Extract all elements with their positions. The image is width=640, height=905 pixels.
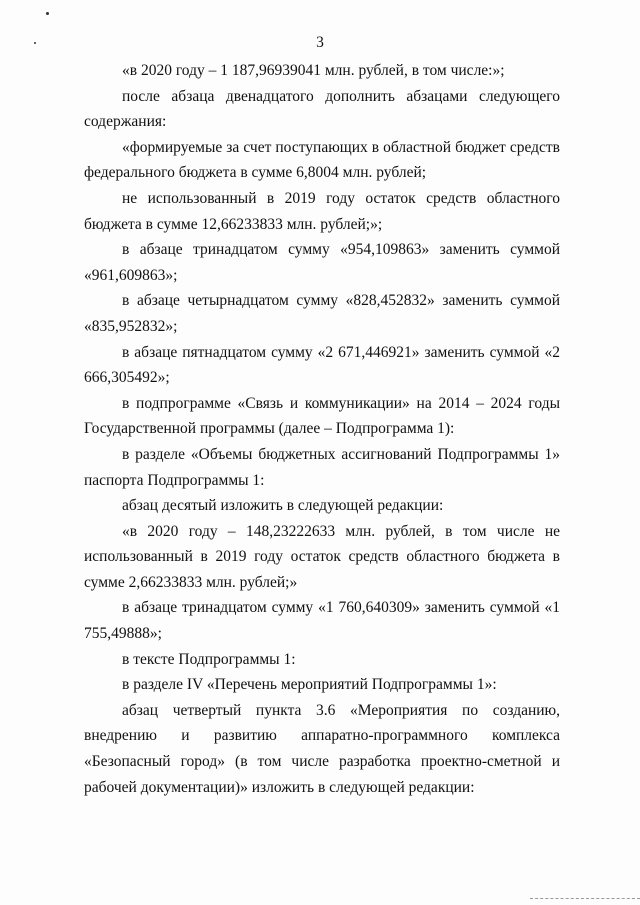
page-number: 3	[316, 34, 324, 51]
paragraph: в разделе «Объемы бюджетных ассигнований Подпрограммы 1» паспорта Подпрограммы 1:	[84, 445, 560, 489]
scan-edge-mark	[530, 898, 640, 899]
paragraph: абзац десятый изложить в следующей редакции:	[122, 497, 444, 515]
paragraph: в абзаце четырнадцатом сумму «828,452832» заменить суммой «835,952832»;	[84, 292, 560, 335]
paragraph: в абзаце пятнадцатом сумму «2 671,446921» заменить суммой «2 666,305492»;	[84, 343, 560, 387]
document-body	[84, 58, 560, 800]
paragraph: после абзаца двенадцатого дополнить абзацами следующего содержания:	[84, 87, 560, 131]
paragraph: в тексте Подпрограммы 1:	[122, 650, 296, 668]
paragraph: в подпрограмме «Связь и коммуникации» на 2014 – 2024 годы Государственной программы (далее – Подпрограмма 1):	[84, 394, 560, 438]
paragraph: «в 2020 году – 148,23222633 млн. рублей, в том числе не использованный в 2019 году остаток средств областного бюджета в сумме 2,66233833 млн. рублей;»	[84, 522, 560, 591]
paragraph: в разделе IV «Перечень мероприятий Подпрограммы 1»:	[122, 676, 497, 694]
paragraph: «формируемые за счет поступающих в областной бюджет средств федерального бюджета в сумме 6,8004 млн. рублей;	[84, 138, 560, 182]
paragraph: в абзаце тринадцатом сумму «954,109863» заменить суммой «961,609863»;	[84, 241, 560, 284]
paragraph: в абзаце тринадцатом сумму «1 760,640309» заменить суммой «1 755,49888»;	[84, 599, 560, 643]
paragraph: абзац четвертый пункта 3.6 «Мероприятия по созданию, внедрению и развитию аппаратно-программного комплекса «Безопасный город» (в том числе разработка проектно-сметной и рабочей документации)» изложить в следующей редакции:	[84, 701, 560, 796]
paragraph: не использованный в 2019 году остаток средств областного бюджета в сумме 12,66233833 млн. рублей;»;	[84, 189, 560, 233]
scan-speck	[46, 12, 49, 15]
paragraph: «в 2020 году – 1 187,96939041 млн. рублей, в том числе:»;	[122, 62, 505, 79]
